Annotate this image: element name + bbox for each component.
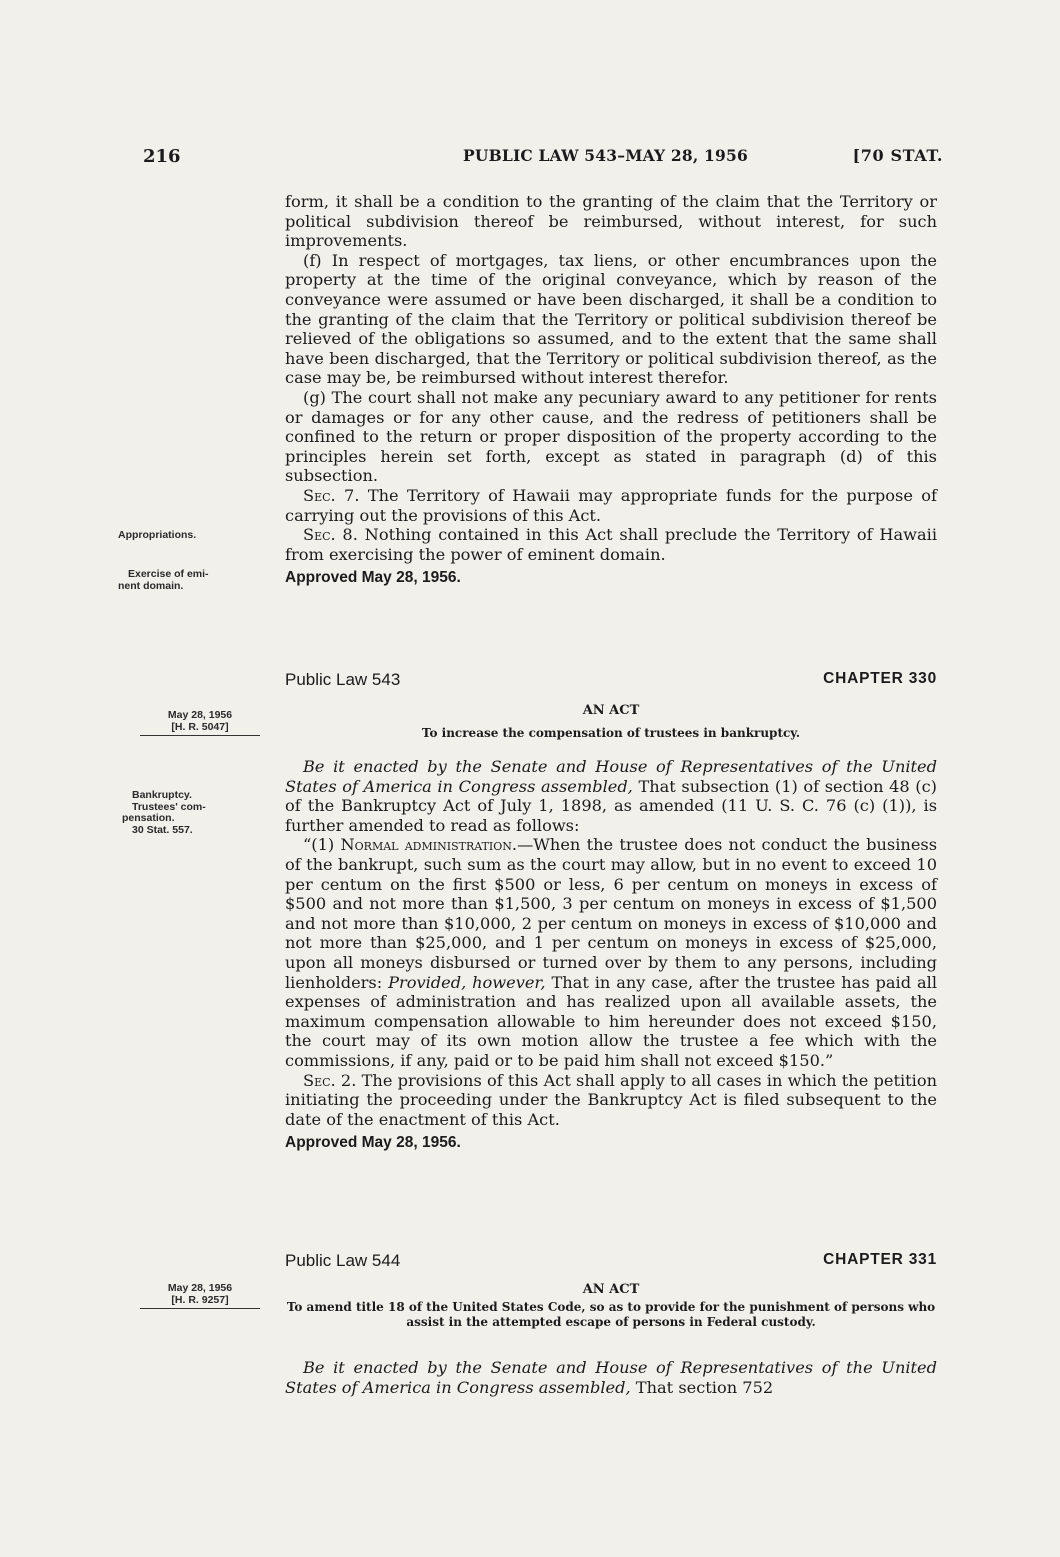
volume-reference: [70 STAT. xyxy=(852,146,943,165)
an-act-label: AN ACT xyxy=(582,1282,640,1297)
margin-note-law544-date xyxy=(140,1283,260,1309)
margin-note-line: May 28, 1956 xyxy=(167,1282,233,1294)
margin-note-eminent-domain xyxy=(118,568,278,592)
enacting-clause xyxy=(285,1358,937,1397)
section-8-label: Sec. 8. xyxy=(303,525,358,545)
act-title: To increase the compensation of trustees in bankruptcy. xyxy=(421,726,801,740)
section-8-text: Nothing contained in this Act shall preclude the Territory of Hawaii from exercising the power of eminent domain. xyxy=(285,525,937,564)
paragraph-g: (g) The court shall not make any pecuniary award to any petitioner for rents or damages or for any other cause, and the redress of petitioners shall be confined to the return or proper disposition of the property according to the principles herein set forth, except as stated in paragraph (d) of this subsection. xyxy=(285,387,937,486)
law-544-heading xyxy=(285,1251,937,1275)
margin-note-line: [H. R. 9257] xyxy=(140,1295,260,1310)
continued-section xyxy=(285,192,937,588)
approved-date: Approved May 28, 1956. xyxy=(285,1134,461,1152)
running-title: PUBLIC LAW 543–MAY 28, 1956 xyxy=(463,146,748,165)
clause-text: —When the trustee does not conduct the business of the bankrupt, such sum as the court may allow, but in no event to exceed 10 per centum on the first $500 or less, 6 per centum on moneys in excess of $500 and not more than $1,500, 3 per centum on moneys in excess of $1,500 and not more than $10,000, 2 per centum on moneys in excess of $10,000 and not more than $25,000, and 1 per centum on moneys in excess of $25,000, upon all moneys disbursed or turned over by them to any persons, including lienholders: xyxy=(285,835,938,992)
section-7-text: The Territory of Hawaii may appropriate funds for the purpose of carrying out the provisions of this Act. xyxy=(285,485,937,525)
section-8 xyxy=(285,525,937,564)
margin-note-line: pensation. xyxy=(122,812,175,824)
section-7 xyxy=(285,486,937,525)
clause-text-continued: That in any case, after the trustee has paid all expenses of administration and has realized upon all available assets, the maximum compensation allowable to him hereunder does not exceed $150, the court may of its own motion allow the trustee a fee which with the commissions, if any, paid or to be paid him shall not exceed $150.” xyxy=(285,972,937,1070)
section-7-label: Sec. 7. xyxy=(303,485,360,505)
section-2-text: The provisions of this Act shall apply to all cases in which the petition initiating the proceeding under the Bankruptcy Act is filed subsequent to the date of the enactment of this Act. xyxy=(285,1070,937,1129)
section-2 xyxy=(285,1071,937,1130)
enacting-clause xyxy=(285,757,937,835)
margin-note-line: [H. R. 5047] xyxy=(140,722,260,737)
paragraph-continuation: form, it shall be a condition to the granting of the claim that the Territory or political subdivision thereof be reimbursed, without interest, for such improvements. xyxy=(285,192,937,251)
normal-administration-paragraph xyxy=(285,835,937,1070)
margin-note-line: Bankruptcy. xyxy=(132,789,192,801)
enacting-clause-italic: Be it enacted by the Senate and House of Representatives of the United States of America in Congress assembled, xyxy=(285,757,937,796)
act-title: To amend title 18 of the United States Code, so as to provide for the punishment of persons who assist in the attempted escape of persons in Federal custody. xyxy=(286,1300,936,1329)
page-header xyxy=(143,146,943,174)
law-544-body xyxy=(285,1358,937,1397)
margin-note-line: 30 Stat. 557. xyxy=(132,823,193,836)
clause-heading: Normal administration. xyxy=(340,835,518,855)
enacting-clause-text: That subsection (1) of section 48 (c) of the Bankruptcy Act of July 1, 1898, as amended (11 U. S. C. 76 (c) (1)), is further amended to read as follows: xyxy=(285,776,937,835)
chapter-number: CHAPTER 330 xyxy=(823,670,937,687)
law-number: Public Law 544 xyxy=(285,1251,401,1270)
page-number: 216 xyxy=(143,146,181,167)
margin-note-bankruptcy xyxy=(122,789,282,836)
paragraph-f: (f) In respect of mortgages, tax liens, or other encumbrances upon the property at the time of the original conveyance, which by reason of the conveyance were assumed or have been discharged, it shall be a condition to the granting of the claim that the Territory or political subdivision thereof be relieved of the obligations so assumed, and to the extent that the same shall have been discharged, that the Territory or political subdivision thereof, as the case may be, be reimbursed without interest therefor. xyxy=(285,250,937,388)
an-act-label: AN ACT xyxy=(582,703,640,718)
enacting-clause-italic: Be it enacted by the Senate and House of Representatives of the United States of America in Congress assembled, xyxy=(285,1358,937,1397)
margin-note-line: Exercise of emi- xyxy=(128,568,209,580)
law-number: Public Law 543 xyxy=(285,670,401,689)
section-2-label: Sec. 2. xyxy=(303,1070,357,1090)
clause-number: “(1) xyxy=(303,835,335,855)
margin-note-appropriations: Appropriations. xyxy=(118,529,197,541)
margin-note-law543-date xyxy=(140,710,260,736)
margin-note-line: Trustees' com- xyxy=(132,800,206,813)
law-543-body xyxy=(285,757,937,1153)
approved-date: Approved May 28, 1956. xyxy=(285,569,461,587)
margin-note-line: May 28, 1956 xyxy=(167,709,233,721)
proviso-italic: Provided, however, xyxy=(388,972,546,992)
law-543-heading xyxy=(285,670,937,694)
enacting-clause-text: That section 752 xyxy=(635,1377,774,1397)
margin-note-line: nent domain. xyxy=(118,579,184,592)
chapter-number: CHAPTER 331 xyxy=(823,1251,937,1268)
